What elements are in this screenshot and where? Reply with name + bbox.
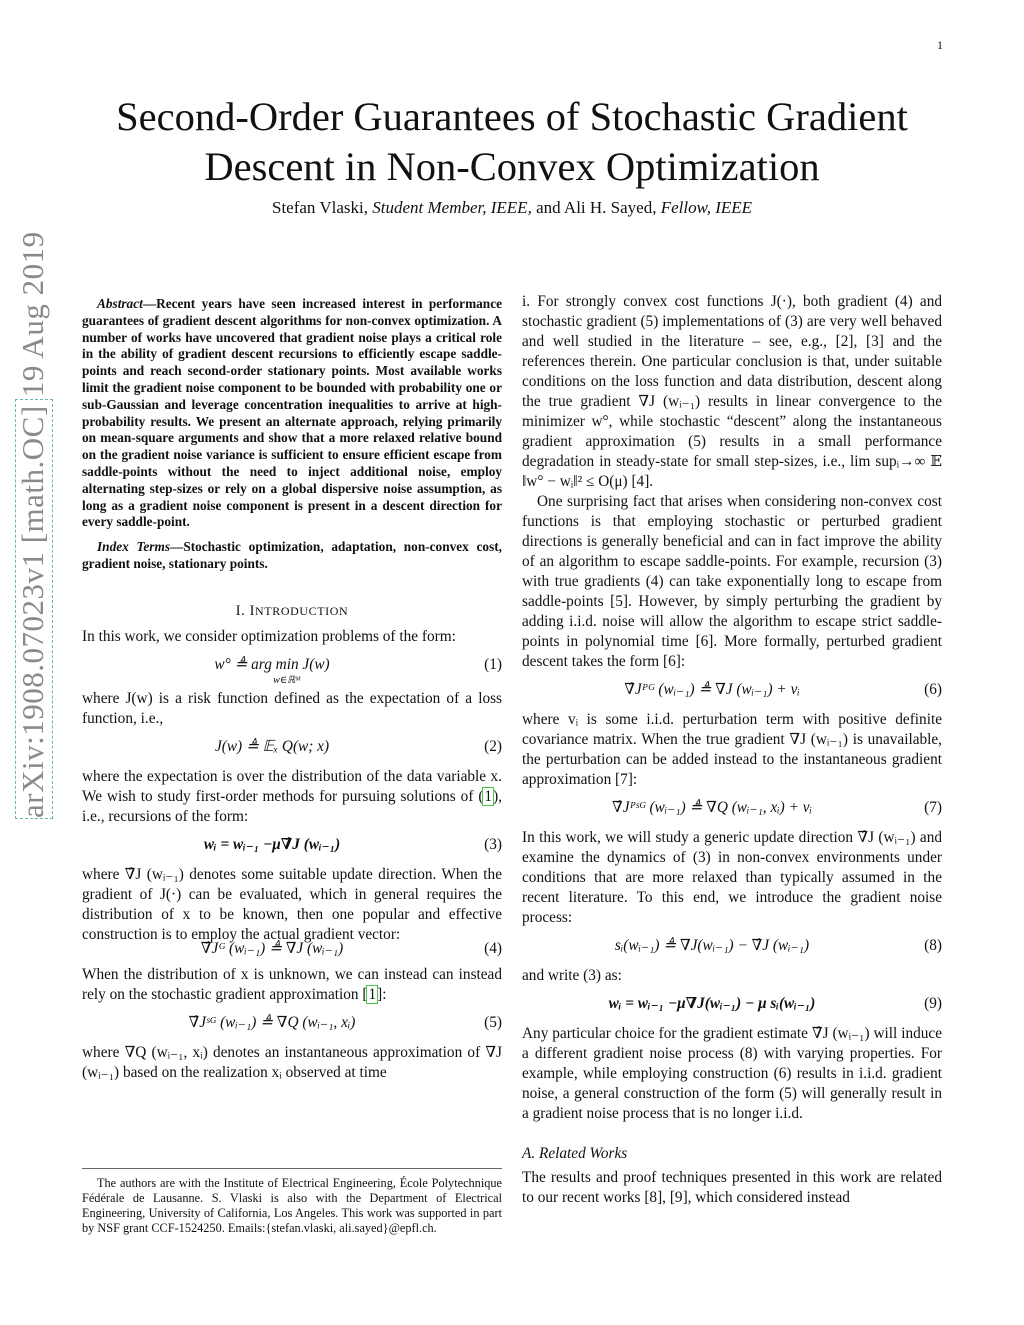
equation-1-formula: w° ≜ arg min J(w) w∈ℝᴹ <box>82 655 462 691</box>
equation-4-formula: ∇̂Jᴳ (wᵢ₋₁) ≜ ∇J (wᵢ₋₁) <box>200 939 344 957</box>
equation-5 <box>82 1005 502 1043</box>
arxiv-stamp[interactable]: arXiv:1908.07023v1 [math.OC] 19 Aug 2019 <box>15 399 53 819</box>
right-paragraph-2: One surprising fact that arises when considering non-convex cost functions is that employing stochastic or perturbed gradient directions is generally beneficial and can in fact improve the ability of an algorithm to escape saddle-points. For example, recursion (3) with true gradients (4) can take exponentially long to escape from saddle-points [5]. However, by simply perturbing the gradient by adding i.i.d. noise will allow the algorithm to escape strict saddle-points in polynomial time [6]. More formally, perturbed gradient descent takes the form [6]: <box>522 493 942 670</box>
right-column <box>522 292 942 1208</box>
right-paragraph-3: where vᵢ is some i.i.d. perturbation term with positive definite covariance matrix. When the true gradient ∇J (wᵢ₋₁) is unavailable, the perturbation can be added instead to the instantaneous gradient approximation [7]: <box>522 711 942 788</box>
equation-2 <box>82 729 502 767</box>
abstract-text: —Recent years have seen increased interest in performance guarantees of gradient descent algorithms for non-convex optimization. A number of works have uncovered that gradient noise plays a critical role in the ability of gradient descent recursions to efficiently escape saddle-points and reach second-order stationary points. Most available works limit the gradient noise component to be bounded with probability one or sub-Gaussian and leverage concentration inequalities to arrive at high-probability results. We present an alternate approach, relying primarily on mean-square arguments and show that a more relaxed relative bound on the gradient noise variance is sufficient to ensure efficient escape from saddle-points without the need to inject additional noise, employ alternating step-sizes or rely on a global dispersive noise assumption, as long as a gradient noise component is present in a descent direction for every saddle-point. <box>82 296 502 530</box>
equation-7 <box>522 790 942 828</box>
author-1: Stefan Vlaski, <box>271 198 368 217</box>
equation-9-number: (9) <box>924 995 942 1012</box>
intro-paragraph-5: When the distribution of x is unknown, we can instead can instead rely on the stochastic gradient approximation [1]: <box>82 965 502 1003</box>
right-paragraph-6: Any particular choice for the gradient estimate ∇̂J (wᵢ₋₁) will induce a different gradient noise process (8) with varying properties. For example, while employing construction (6) results in i.i.d. gradient noise, a general construction of the form (5) will generally result in a gradient noise process that is no longer i.i.d. <box>522 1025 942 1122</box>
right-paragraph-1: i. For strongly convex cost functions J(·), both gradient (4) and stochastic gradient (5) implementations of (3) are very well behaved and well studied in the literature – see, e.g., [2], [3] and the references therein. One particular conclusion is that, under suitable conditions on the loss function and data distribution, descent along the true gradient ∇J (wᵢ₋₁) results in linear convergence to the minimizer w°, while stochastic “descent” along the instantaneous gradient approximation (5) results in a small performance degradation in steady-state for small step-sizes, i.e., lim supᵢ→∞ 𝔼 ‖w° − wᵢ‖² ≤ O(μ) [4]. <box>522 293 942 490</box>
title-line-2: Descent in Non-Convex Optimization <box>204 144 820 189</box>
section-number: I. <box>235 602 246 619</box>
footnote-rule <box>82 1168 502 1169</box>
section-title: NTRODUCTION <box>255 603 349 618</box>
equation-ref-1[interactable]: 1 <box>484 787 493 805</box>
right-paragraph-4: In this work, we will study a generic update direction ∇̂J (wᵢ₋₁) and examine the dynamics of (3) in non-convex environments under conditions that are more relaxed than typically assumed in the recent literature. To this end, we introduce the gradient noise process: <box>522 829 942 926</box>
intro-paragraph-1: In this work, we consider optimization problems of the form: <box>82 627 456 645</box>
author-footnote: The authors are with the Institute of Electrical Engineering, École Polytechnique Fédérale de Lausanne. S. Vlaski is also with the Department of Electrical Engineering, University of California, Los Angeles. This work was supported in part by NSF grant CCF-1524250. Emails:{stefan.vlaski, ali.sayed}@epfl.ch. <box>82 1176 502 1235</box>
equation-5-formula: ∇̂Jˢᴳ (wᵢ₋₁) ≜ ∇Q (wᵢ₋₁, xᵢ) <box>188 1013 356 1031</box>
equation-3 <box>82 827 502 865</box>
author-line <box>60 198 964 218</box>
index-terms-label: Index Terms <box>97 539 171 555</box>
intro-paragraph-2: where J(w) is a risk function defined as the expectation of a loss function, i.e., <box>82 689 502 727</box>
equation-1-subscript: w∈ℝᴹ <box>273 674 301 686</box>
author-1-role: Student Member, IEEE, <box>372 198 532 217</box>
equation-1-number: (1) <box>484 655 502 673</box>
equation-7-number: (7) <box>924 799 942 816</box>
equation-3-formula: wᵢ = wᵢ₋₁ −μ∇̂J (wᵢ₋₁) <box>203 835 341 853</box>
equation-3-number: (3) <box>484 835 502 853</box>
subsection-heading-related-works: A. Related Works <box>522 1145 628 1162</box>
index-terms <box>82 539 502 573</box>
paper-title <box>60 92 964 192</box>
equation-8 <box>522 928 942 966</box>
section-initial: I <box>249 602 256 619</box>
equation-4 <box>82 931 502 965</box>
equation-8-number: (8) <box>924 937 942 954</box>
left-column <box>82 296 502 1083</box>
equation-9-formula: wᵢ = wᵢ₋₁ −μ∇J(wᵢ₋₁) − μ sᵢ(wᵢ₋₁) <box>608 995 816 1012</box>
title-line-1: Second-Order Guarantees of Stochastic Gradient <box>116 94 908 139</box>
section-heading-introduction <box>82 601 502 621</box>
equation-6 <box>522 672 942 710</box>
index-terms-text: —Stochastic optimization, adaptation, non-convex cost, gradient noise, stationary points. <box>82 539 503 571</box>
equation-5-number: (5) <box>484 1013 502 1031</box>
citation-1[interactable]: 1 <box>368 985 377 1003</box>
abstract <box>82 296 502 531</box>
equation-2-formula: J(w) ≜ 𝔼ₓ Q(w; x) <box>214 737 330 755</box>
author-2: and Ali H. Sayed, <box>536 198 657 217</box>
equation-2-number: (2) <box>484 737 502 755</box>
right-paragraph-5: and write (3) as: <box>522 967 622 984</box>
equation-1 <box>82 647 502 689</box>
equation-7-formula: ∇̂Jᴾˢᴳ (wᵢ₋₁) ≜ ∇Q (wᵢ₋₁, xᵢ) + vᵢ <box>612 799 812 816</box>
equation-4-number: (4) <box>484 939 502 957</box>
abstract-label: Abstract <box>97 296 143 311</box>
equation-8-formula: sᵢ(wᵢ₋₁) ≜ ∇J(wᵢ₋₁) − ∇̂J (wᵢ₋₁) <box>614 937 810 954</box>
equation-6-number: (6) <box>924 681 942 698</box>
equation-9 <box>522 986 942 1024</box>
intro-paragraph-6: where ∇Q (wᵢ₋₁, xᵢ) denotes an instantaneous approximation of ∇J (wᵢ₋₁) based on the realization xᵢ observed at time <box>82 1043 502 1081</box>
right-paragraph-7: The results and proof techniques presented in this work are related to our recent works [8], [9], which considered instead <box>522 1169 942 1206</box>
equation-6-formula: ∇̂Jᴾᴳ (wᵢ₋₁) ≜ ∇J (wᵢ₋₁) + vᵢ <box>624 681 800 698</box>
page-number: 1 <box>937 38 943 52</box>
author-2-role: Fellow, IEEE <box>660 198 753 217</box>
intro-paragraph-3: where the expectation is over the distribution of the data variable x. We wish to study first-order methods for pursuing solutions of (1), i.e., recursions of the form: <box>82 767 502 825</box>
intro-paragraph-4: where ∇̂J (wᵢ₋₁) denotes some suitable update direction. When the gradient of J(·) can be evaluated, which in general requires the distribution of x to be known, then one popular and effective construction is to employ the actual gradient vector: <box>82 865 502 943</box>
